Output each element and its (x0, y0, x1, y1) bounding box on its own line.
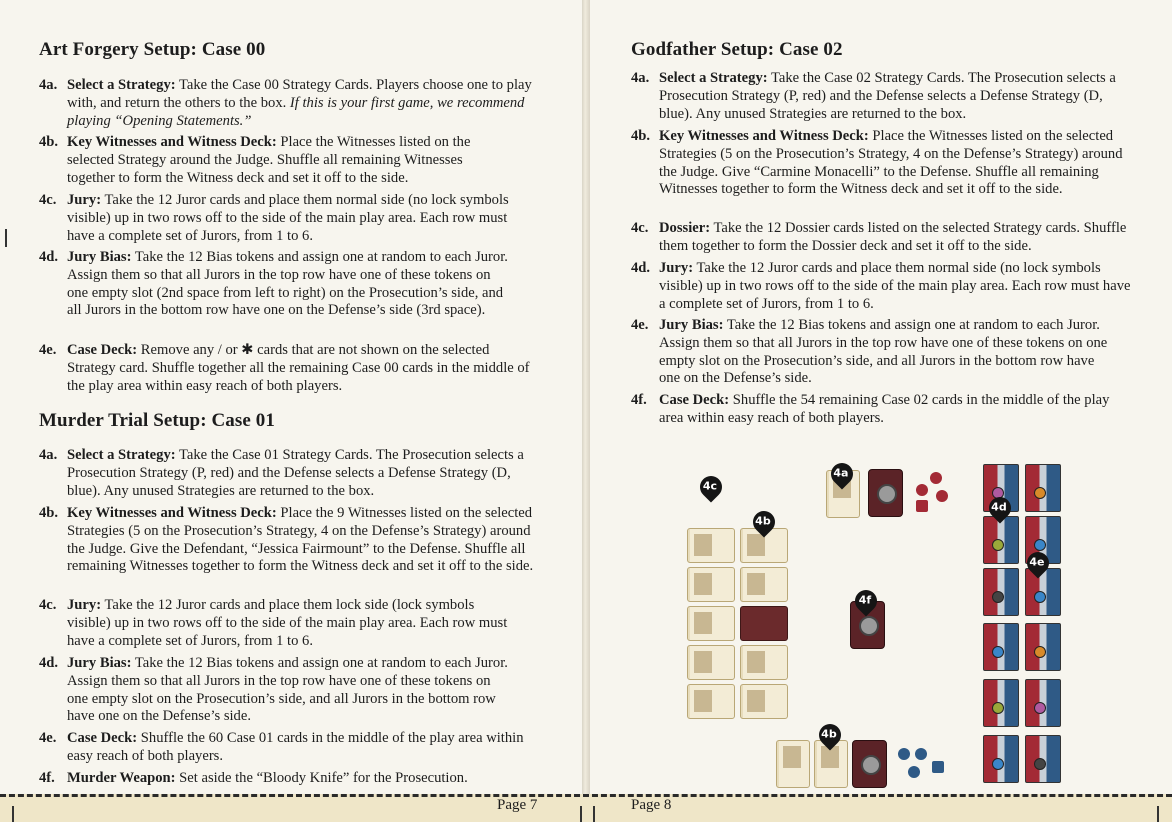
bias-token (936, 490, 948, 502)
bias-token (916, 500, 928, 512)
map-pin-icon: 4d (984, 492, 1015, 523)
seal-icon (877, 484, 897, 504)
crop-mark (593, 806, 595, 822)
juror-card (1025, 735, 1061, 783)
bias-token (908, 766, 920, 778)
juror-card (983, 679, 1019, 727)
witness-card (687, 645, 735, 680)
juror-card (1025, 623, 1061, 671)
judge-card (740, 606, 788, 641)
section-title: Godfather Setup: Case 02 (631, 39, 843, 60)
witness-card (687, 567, 735, 602)
bias-token (930, 472, 942, 484)
witness-deck (852, 740, 887, 788)
map-pin-icon: 4a (826, 458, 857, 489)
map-pin-icon: 4c (695, 471, 726, 502)
crop-mark (12, 806, 14, 822)
juror-card (983, 516, 1019, 564)
dashed-cut-line (0, 794, 1172, 797)
witness-card (776, 740, 810, 788)
witness-card (687, 528, 735, 563)
bias-token (916, 484, 928, 496)
witness-card (740, 567, 788, 602)
seal-icon (859, 616, 879, 636)
page-footer (0, 794, 1172, 822)
right-page: Godfather Setup: Case 02 4a. Select a Strategy: Take the Case 02 Strategy Cards. The Prosecution selects a Prosecution Strategy (P, red) and the Defense selects a Defense Strategy (D, blue). Any unused Strategies are returned to the box. 4b. Key Witnesses and Witness Deck: Place the Witnesses listed on the selected Strategies (5 on the Prosecution’s Strategy, 4 on the Defense’s Strategy) around the Judge. Give “Carmine Monacelli” to the Defense. Shuffle all remaining Witnesses together to form the Witness deck and set it off to the side. 4c. Dossier: Take the 12 Dossier cards listed on the selected Strategy cards. Shuffle them together to form the Dossier deck and set it off to the side. 4d. Jury: Take the 12 Juror cards and place them normal side (no lock symbols visible) up in two rows off to the side of the main play area. Each row must have a complete set of Jurors, from 1 to 6. 4e. Jury Bias: Take the 12 Bias tokens and assign one at random to each Juror. Assign them so that all Jurors in the top row have one of these tokens on one empty slot on the Prosecution’s side, and all Jurors in the bottom row have one on the Defense’s side. 4f. Case Deck: Shuffle the 54 remaining Case 02 cards in the middle of the play area within easy reach of both players. (590, 0, 1172, 796)
left-page: Art Forgery Setup: Case 00 4a. Select a Strategy: Take the Case 00 Strategy Cards. Players choose one to play with, and return the others to the box. If this is your first game, we recommend playing “Opening Statements.” 4b. Key Witnesses and Witness Deck: Place the Witnesses listed on the selected Strategy around the Judge. Shuffle all remaining Witnesses together to form the Witness deck and set it off to the side. 4c. Jury: Take the 12 Juror cards and place them normal side (no lock symbols visible) up in two rows off to the side of the main play area. Each row must have a complete set of Jurors, from 1 to 6. 4d. Jury Bias: Take the 12 Bias tokens and assign one at random to each Juror. Assign them so that all Jurors in the top row have one of these tokens on one empty slot (2nd space from left to right) on the Prosecution’s side, and all Jurors in the bottom row have one on the Defense’s side (3rd space). 4e. Case Deck: Remove any / or ✱ cards that are not shown on the selected Strategy card. Shuffle together all the remaining Case 00 cards in the middle of the play area within easy reach of both players. Murder Trial Setup: Case 01 4a. Select a Strategy: Take the Case 01 Strategy Cards. The Prosecution selects a Prosecution Strategy (P, red) and the Defense selects a Defense Strategy (D, blue). Any unused Strategies are returned to the box. 4b. Key Witnesses and Witness Deck: Place the 9 Witnesses listed on the selected Strategies (5 on the Prosecution’s Strategy, 4 on the Defense’s Strategy) around the Judge. Give the Defendant, “Jessica Fairmount” to the Defense. Shuffle all remaining Witnesses together to form the Witness deck and set it off to the side. 4c. Jury: Take the 12 Juror cards and place them lock side (lock symbols visible) up in two rows off to the side of the main play area. Each row must have a complete set of Jurors, from 1 to 6. 4d. Jury Bias: Take the 12 Bias tokens and assign one at random to each Juror. Assign them so that all Jurors in the top row have one of these tokens on one empty slot on the Prosecution’s side, and all Jurors in the bottom row have one on the Defense’s side. 4e. Case Deck: Shuffle the 60 Case 01 cards in the middle of the play area within easy reach of both players. 4f. Murder Weapon: Set aside the “Bloody Knife” for the Prosecution. (0, 0, 584, 796)
witness-card (687, 684, 735, 719)
crop-mark (1157, 806, 1159, 822)
witness-card (687, 606, 735, 641)
map-pin-icon: 4f (850, 585, 881, 616)
witness-card (740, 645, 788, 680)
crop-mark (5, 229, 7, 247)
juror-card (1025, 464, 1061, 512)
bias-token (932, 761, 944, 773)
juror-card (983, 623, 1019, 671)
book-spine (582, 0, 590, 796)
seal-icon (861, 755, 881, 775)
bias-token (898, 748, 910, 760)
map-pin-icon: 4e (1022, 547, 1053, 578)
juror-card (1025, 679, 1061, 727)
witness-card (740, 684, 788, 719)
juror-card (1025, 568, 1061, 616)
map-pin-icon: 4b (814, 719, 845, 750)
bias-token (915, 748, 927, 760)
juror-card (983, 735, 1019, 783)
section-title: Murder Trial Setup: Case 01 (39, 410, 275, 431)
setup-diagram (680, 458, 1070, 790)
juror-card (983, 568, 1019, 616)
crop-mark (580, 806, 582, 822)
dossier-deck (868, 469, 903, 517)
map-pin-icon: 4b (748, 506, 779, 537)
page-number-right: Page 8 (631, 797, 672, 813)
page-number-left: Page 7 (497, 797, 538, 813)
section-title: Art Forgery Setup: Case 00 (39, 39, 266, 60)
